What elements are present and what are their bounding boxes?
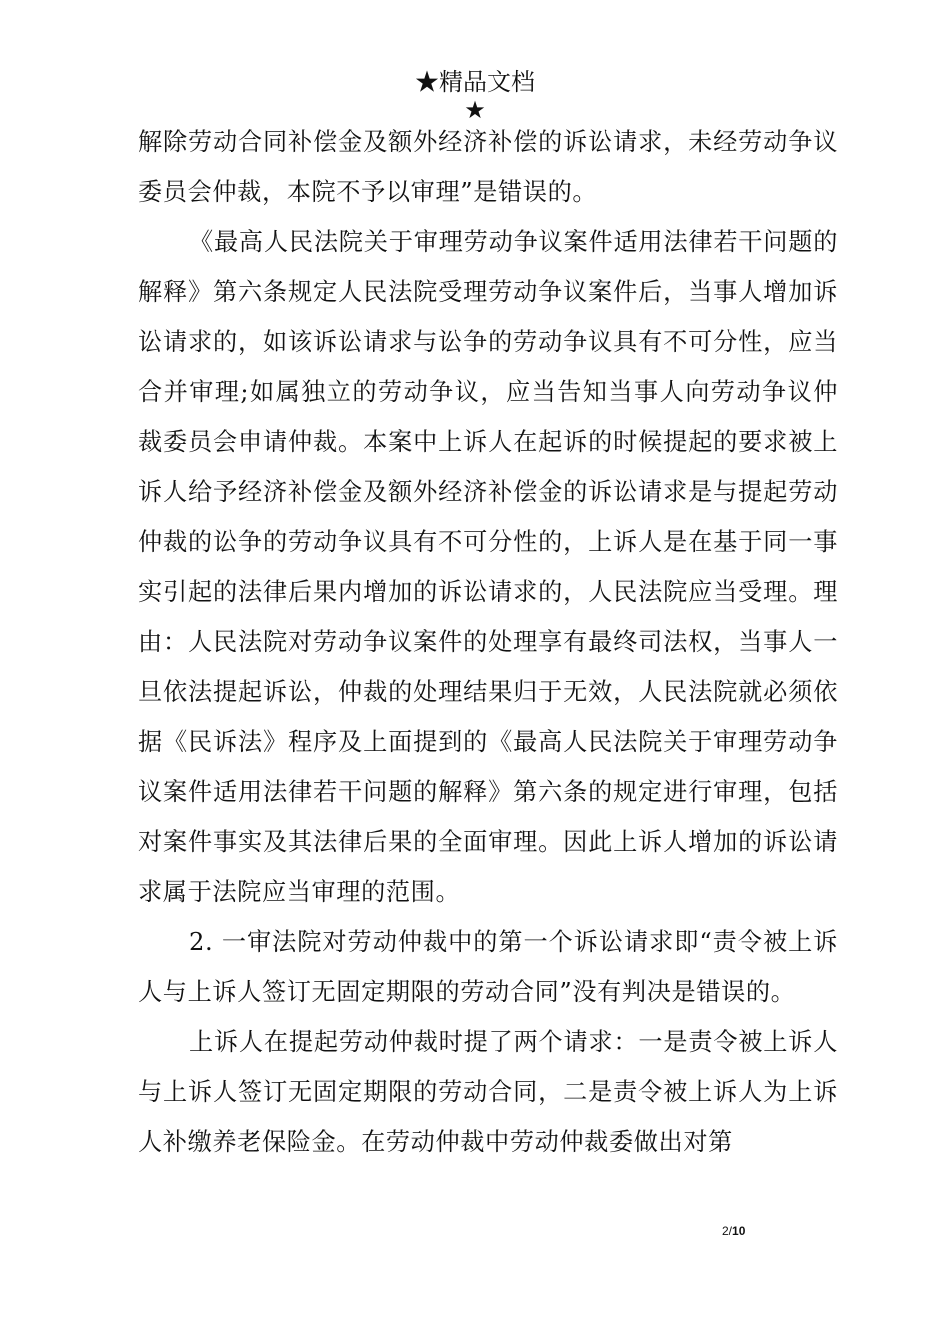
page-number-total: 10	[732, 1224, 746, 1238]
document-body	[138, 117, 838, 1167]
paragraph-point-2: 2. 一审法院对劳动仲裁中的第一个诉讼请求即“责令被上诉人与上诉人签订无固定期限的劳动合同”没有判决是错误的。	[138, 928, 838, 1006]
paragraph-interpretation: 《最高人民法院关于审理劳动争议案件适用法律若干问题的解释》第六条规定人民法院受理劳动争议案件后，当事人增加诉讼请求的，如该诉讼请求与讼争的劳动争议具有不可分性，应当合并审理;如属独立的劳动争议，应当告知当事人向劳动争议仲裁委员会申请仲裁。本案中上诉人在起诉的时候提起的要求被上诉人给予经济补偿金及额外经济补偿金的诉讼请求是与提起劳动仲裁的讼争的劳动争议具有不可分性的，上诉人是在基于同一事实引起的法律后果内增加的诉讼请求的，人民法院应当受理。理由：人民法院对劳动争议案件的处理享有最终司法权，当事人一旦依法提起诉讼，仲裁的处理结果归于无效，人民法院就必须依据《民诉法》程序及上面提到的《最高人民法院关于审理劳动争议案件适用法律若干问题的解释》第六条的规定进行审理，包括对案件事实及其法律后果的全面审理。因此上诉人增加的诉讼请求属于法院应当审理的范围。	[138, 228, 838, 906]
paragraph-arbitration-requests: 上诉人在提起劳动仲裁时提了两个请求：一是责令被上诉人与上诉人签订无固定期限的劳动合同，二是责令被上诉人为上诉人补缴养老保险金。在劳动仲裁中劳动仲裁委做出对第	[138, 1028, 838, 1156]
page-number	[722, 1224, 745, 1238]
paragraph-continuation: 解除劳动合同补偿金及额外经济补偿的诉讼请求，未经劳动争议委员会仲裁，本院不予以审理”是错误的。	[138, 128, 838, 206]
page-number-current: 2/	[722, 1224, 733, 1238]
header-title: ★精品文档	[415, 68, 535, 96]
header-star: ★	[464, 96, 486, 124]
